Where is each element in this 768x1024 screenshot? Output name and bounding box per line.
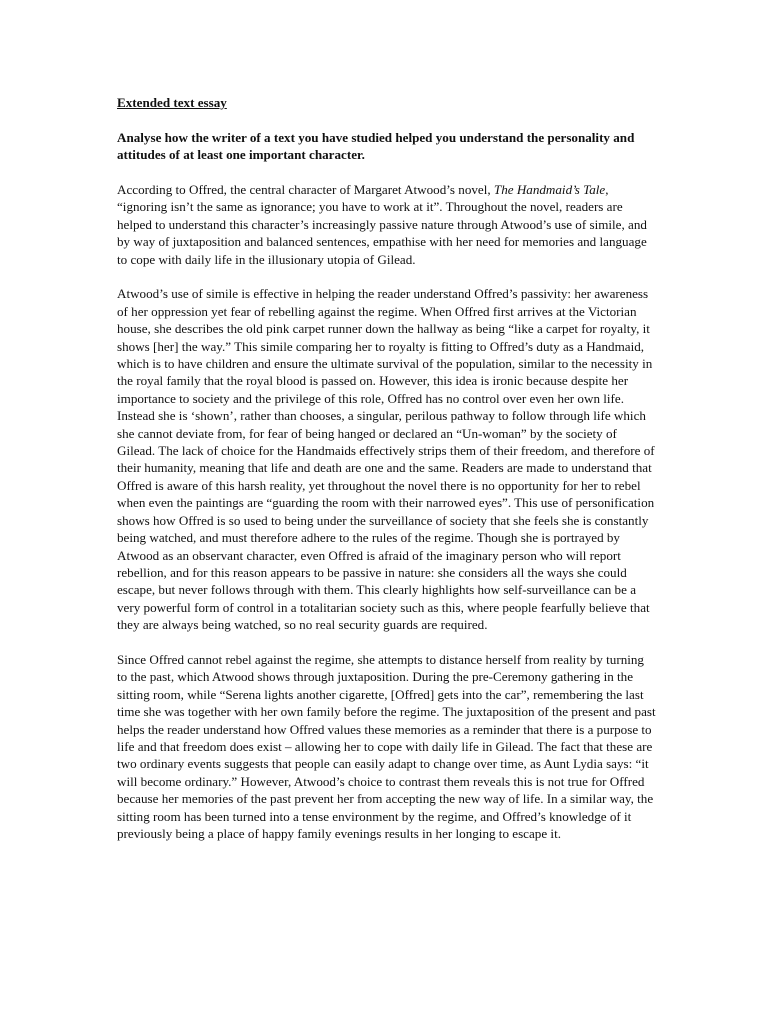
essay-body: [117, 94, 657, 842]
essay-question: Analyse how the writer of a text you have studied helped you understand the personality and attitudes of at least one important character.: [117, 129, 635, 163]
paragraph-juxtaposition: Since Offred cannot rebel against the regime, she attempts to distance herself from reality by turning to the past, which Atwood shows through juxtaposition. During the pre-Ceremony gathering in the sitting room, while “Serena lights another cigarette, [Offred] gets into the car”, remembering the last time she was together with her own family before the regime. The juxtaposition of the present and past helps the reader understand how Offred values these memories as a reminder that there is a purpose to life and that freedom does exist – allowing her to cope with daily life in Gilead. The fact that these are two ordinary events suggests that people can easily adapt to change over time, as Aunt Lydia says: “it will become ordinary.” However, Atwood’s choice to contrast them reveals this is not true for Offred because her memories of the past prevent her from accepting the new way of life. In a similar way, the sitting room has been turned into a tense environment by the regime, and Offred’s knowledge of it previously being a place of happy family evenings results in her longing to escape it.: [117, 651, 656, 841]
paragraph-introduction-start: According to Offred, the central character of Margaret Atwood’s novel,: [117, 182, 494, 197]
paragraph-introduction-rest: , “ignoring isn’t the same as ignorance; you have to work at it”. Throughout the novel, readers are helped to understand this character’s increasingly passive nature through Atwood’s use of simile, and by way of juxtaposition and balanced sentences, empathise with her need for memories and language to cope with daily life in the illusionary utopia of Gilead.: [117, 182, 647, 267]
paragraph-introduction: [117, 181, 657, 268]
essay-heading: Extended text essay: [117, 95, 227, 110]
novel-title: The Handmaid’s Tale: [493, 182, 606, 197]
paragraph-simile: Atwood’s use of simile is effective in helping the reader understand Offred’s passivity: her awareness of her oppression yet fear of rebelling against the regime. When Offred first arrives at the Victorian house, she describes the old pink carpet runner down the hallway as being “like a carpet for royalty, it shows [her] the way.” This simile comparing her to royalty is fitting to Offred’s duty as a Handmaid, which is to have children and ensure the ultimate survival of the population, similar to the necessity in the royal family that the royal blood is passed on. However, this idea is ironic because despite her importance to society and the privilege of this role, Offred has no control over even her own life. Instead she is ‘shown’, rather than chooses, a singular, perilous pathway to follow through life which she cannot deviate from, for fear of being hanged or declared an “Un-woman” by the society of Gilead. The lack of choice for the Handmaids effectively strips them of their freedom, and therefore of their humanity, meaning that life and death are one and the same. Readers are made to understand that Offred is aware of this harsh reality, yet throughout the novel there is no opportunity for her to rebel when even the paintings are “guarding the room with their narrowed eyes”. This use of personification shows how Offred is so used to being under the surveillance of society that she feels she is constantly being watched, and must therefore adhere to the rules of the regime. Though she is portrayed by Atwood as an observant character, even Offred is afraid of the imaginary person who will report rebellion, and for this reason appears to be passive in nature: she considers all the ways she could escape, but never follows through with them. This clearly highlights how self-surveillance can be a very powerful form of control in a totalitarian society such as this, where people fearfully believe that they are always being watched, so no real security guards are required.: [117, 286, 655, 633]
